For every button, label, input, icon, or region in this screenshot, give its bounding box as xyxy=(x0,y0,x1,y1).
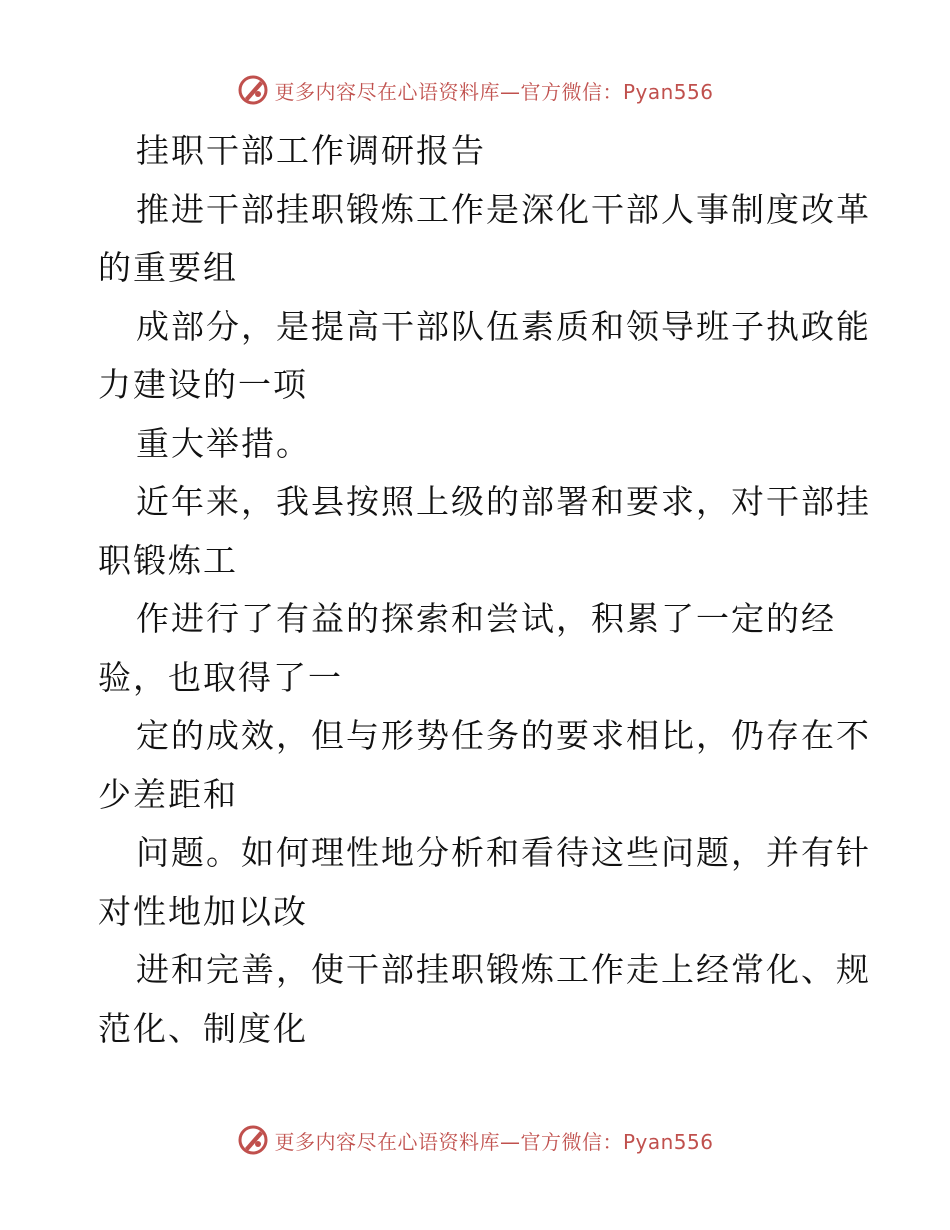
pen-circle-logo-icon xyxy=(236,73,270,107)
body-line: 少差距和 xyxy=(98,774,238,814)
body-line: 进和完善，使干部挂职锻炼工作走上经常化、规 xyxy=(136,950,871,989)
body-line: 力建设的一项 xyxy=(98,365,308,404)
document-body xyxy=(98,122,871,1058)
body-line: 对性地加以改 xyxy=(98,891,308,931)
body-line: 重大举措。 xyxy=(136,423,311,463)
header-banner-text: 更多内容尽在心语资料库—官方微信：Pyan556 xyxy=(274,79,714,104)
body-line: 定的成效，但与形势任务的要求相比，仍存在不 xyxy=(136,716,871,755)
body-line: 成部分，是提高干部队伍素质和领导班子执政能 xyxy=(136,306,871,346)
body-line: 范化、制度化 xyxy=(98,1008,308,1048)
body-line: 推进干部挂职锻炼工作是深化干部人事制度改革 xyxy=(136,189,871,229)
body-line: 验，也取得了一 xyxy=(98,657,343,697)
body-line: 问题。如何理性地分析和看待这些问题，并有针 xyxy=(136,833,871,872)
body-line: 职锻炼工 xyxy=(98,540,238,580)
footer-banner-text: 更多内容尽在心语资料库—官方微信：Pyan556 xyxy=(274,1129,714,1154)
footer-banner xyxy=(0,1120,950,1160)
header-banner xyxy=(0,70,950,110)
body-line: 近年来，我县按照上级的部署和要求，对干部挂 xyxy=(136,482,871,521)
document-title: 挂职干部工作调研报告 xyxy=(136,131,486,170)
pen-circle-logo-icon xyxy=(236,1123,270,1157)
body-line: 作进行了有益的探索和尝试，积累了一定的经 xyxy=(136,599,836,638)
body-line: 的重要组 xyxy=(98,248,238,287)
